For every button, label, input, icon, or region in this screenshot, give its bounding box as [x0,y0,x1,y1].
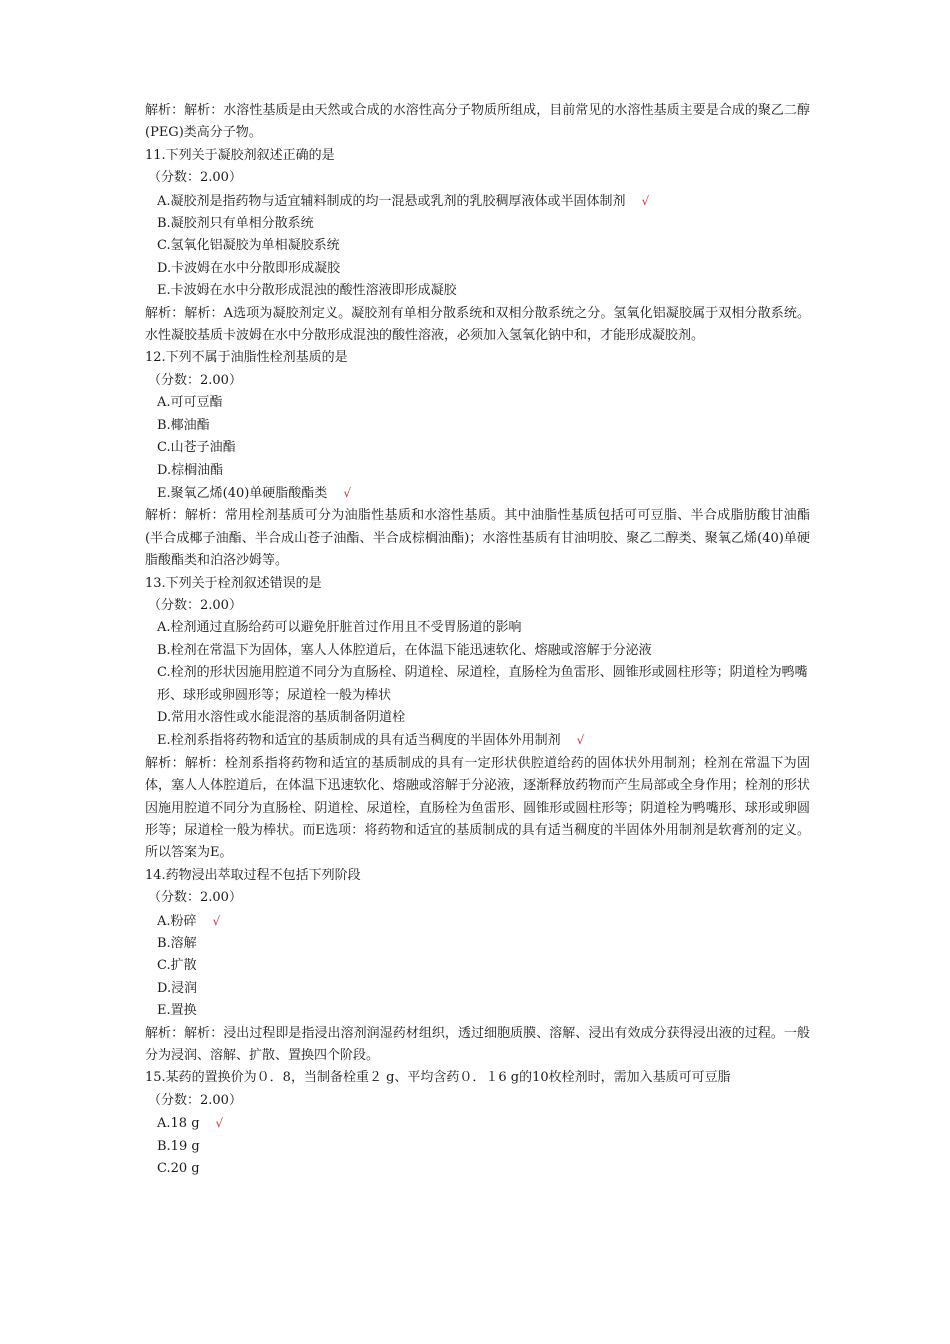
answer-option [145,460,810,482]
explanation-paragraph-text: 解析：解析：常用栓剂基质可分为油脂性基质和水溶性基质。其中油脂性基质包括可可豆脂、半合成脂肪酸甘油酯(半合成椰子油酯、半合成山苍子油酯、半合成棕榈油酯)；水溶性基质有甘油明胶、聚乙二醇类、聚氧乙烯(40)单硬脂酸酯类和泊洛沙姆等。 [145,508,810,569]
question-title-text: 15.某药的置换价为０．8，当制备栓重２ g、平均含药０．１6 g的10枚栓剂时，需加入基质可可豆脂 [145,1070,731,1086]
answer-option-text: B.凝胶剂只有单相分散系统 [157,216,314,232]
score-label [145,1090,810,1112]
answer-option [145,235,810,257]
answer-option-text: E.聚氧乙烯(40)单硬脂酸酯类 [157,485,328,501]
answer-option-text: A.凝胶剂是指药物与适宜辅料制成的均一混悬或乳剂的乳胶稠厚液体或半固体制剂 [157,193,626,209]
answer-option-text: E.卡波姆在水中分散形成混浊的酸性溶液即形成凝胶 [157,283,457,299]
answer-option [145,729,810,752]
answer-option [145,910,810,933]
explanation-paragraph [145,753,810,865]
answer-option [145,955,810,977]
answer-option-text: D.浸润 [157,980,198,996]
explanation-paragraph [145,100,810,145]
explanation-paragraph-text: 解析：解析：栓剂系指将药物和适宜的基质制成的具有一定形状供腔道给药的固体状外用制剂；栓剂在常温下为固体，塞人人体腔道后，在体温下迅速软化、熔融或溶解于分泌液，逐渐释放药物而产生局部或全身作用；栓剂的形状因施用腔道不同分为直肠栓、阴道栓、尿道栓，直肠栓为鱼雷形、圆锥形或圆柱形等；阴道栓为鸭嘴形、球形或卵圆形等；尿道栓一般为棒状。而E选项：将药物和适宜的基质制成的具有适当稠度的半固体外用制剂是软膏剂的定义。所以答案为E。 [145,755,810,861]
correct-answer-check-icon: √ [576,733,585,748]
score-label [145,887,810,909]
question-title [145,573,810,595]
answer-option-text: C.扩散 [157,958,197,974]
answer-option-text: A.粉碎 [157,913,197,929]
question-title-text: 13.下列关于栓剂叙述错误的是 [145,575,322,591]
answer-option [145,482,810,505]
answer-option [145,1000,810,1022]
answer-option [145,1112,810,1135]
answer-option-text: C.氢氧化铝凝胶为单相凝胶系统 [157,238,340,254]
score-label-text: （分数：2.00） [148,890,242,906]
answer-option [145,1158,810,1180]
answer-option-text: D.卡波姆在水中分散即形成凝胶 [157,260,341,276]
answer-option-text: A.栓剂通过直肠给药可以避免肝脏首过作用且不受胃肠道的影响 [157,620,522,636]
explanation-paragraph-text: 解析：解析：浸出过程即是指浸出溶剂润湿药材组织，透过细胞质膜、溶解、浸出有效成分获得浸出液的过程。一般分为浸润、溶解、扩散、置换四个阶段。 [145,1025,810,1064]
correct-answer-check-icon: √ [212,913,221,928]
answer-option [145,437,810,459]
answer-option-text: B.栓剂在常温下为固体，塞人人体腔道后，在体温下能迅速软化、熔融或溶解于分泌液 [157,642,652,658]
question-title [145,865,810,887]
answer-option-text: C.栓剂的形状因施用腔道不同分为直肠栓、阴道栓、尿道栓，直肠栓为鱼雷形、圆锥形或圆柱形等；阴道栓为鸭嘴形、球形或卵圆形等；尿道栓一般为棒状 [157,665,808,703]
answer-option [145,190,810,213]
correct-answer-check-icon: √ [641,193,650,208]
explanation-paragraph [145,1023,810,1068]
answer-option [145,1136,810,1158]
answer-option-text: B.溶解 [157,936,197,952]
score-label-text: （分数：2.00） [148,170,242,186]
question-title [145,145,810,167]
answer-option-text: D.棕榈油酯 [157,462,224,478]
correct-answer-check-icon: √ [215,1116,224,1131]
question-title [145,1067,810,1089]
answer-option [145,258,810,280]
answer-option-text: B.椰油酯 [157,417,210,433]
score-label-text: （分数：2.00） [148,372,242,388]
answer-option-text: A.18 g [157,1116,200,1132]
answer-option [145,978,810,1000]
answer-option [145,213,810,235]
score-label [145,595,810,617]
answer-option [145,415,810,437]
explanation-paragraph [145,505,810,572]
score-label [145,370,810,392]
explanation-paragraph [145,303,810,348]
answer-option [145,707,810,729]
score-label-text: （分数：2.00） [148,1092,242,1108]
explanation-paragraph-text: 解析：解析：水溶性基质是由天然或合成的水溶性高分子物质所组成，目前常见的水溶性基质主要是合成的聚乙二醇(PEG)类高分子物。 [145,103,810,141]
answer-option-text: D.常用水溶性或水能混溶的基质制备阴道栓 [157,709,406,725]
question-title [145,347,810,369]
answer-option [145,662,810,707]
document-body [145,100,810,1181]
score-label [145,167,810,189]
answer-option-text: C.20 g [157,1161,200,1177]
answer-option [145,617,810,639]
answer-option-text: C.山苍子油酯 [157,440,236,456]
score-label-text: （分数：2.00） [148,597,242,613]
answer-option-text: E.置换 [157,1003,197,1019]
answer-option-text: E.栓剂系指将药物和适宜的基质制成的具有适当稠度的半固体外用制剂 [157,733,561,749]
question-title-text: 14.药物浸出萃取过程不包括下列阶段 [145,867,361,883]
answer-option [145,933,810,955]
answer-option-text: A.可可豆酯 [157,395,223,411]
question-title-text: 11.下列关于凝胶剂叙述正确的是 [145,147,335,163]
answer-option [145,640,810,662]
answer-option-text: B.19 g [157,1138,200,1154]
answer-option [145,392,810,414]
explanation-paragraph-text: 解析：解析：A选项为凝胶剂定义。凝胶剂有单相分散系统和双相分散系统之分。氢氧化铝凝胶属于双相分散系统。水性凝胶基质卡波姆在水中分散形成混浊的酸性溶液，必须加入氢氧化钠中和，才能形成凝胶剂。 [145,305,810,344]
correct-answer-check-icon: √ [343,485,351,500]
answer-option [145,280,810,302]
question-title-text: 12.下列不属于油脂性栓剂基质的是 [145,350,348,366]
